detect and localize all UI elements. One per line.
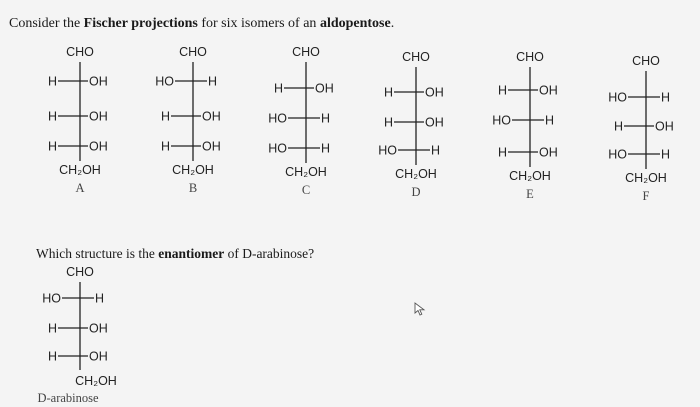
prompt-suffix: . <box>390 16 395 31</box>
reference-right-1: H <box>95 291 105 306</box>
question-bold-enantiomer: enantiomer <box>158 246 225 261</box>
structure-c-left-2: HO <box>268 111 287 126</box>
structure-e-left-2: HO <box>492 113 511 128</box>
structure-d-right-3: H <box>431 143 441 158</box>
prompt-middle: for six isomers of an <box>197 16 320 31</box>
structure-d-ch2oh: CH₂OH <box>395 167 437 181</box>
structure-d-label: D <box>411 185 421 199</box>
structure-e-ch2oh: CH₂OH <box>509 169 551 183</box>
structure-e-right-3: OH <box>539 145 558 160</box>
structure-d-left-2: H <box>383 115 393 130</box>
structure-b-ch2oh: CH₂OH <box>172 163 214 177</box>
structure-a-left-3: H <box>47 139 57 154</box>
reference-left-1: HO <box>42 291 61 306</box>
structure-c-left-1: H <box>273 81 283 96</box>
reference-ch2oh: CH₂OH <box>75 374 117 388</box>
reference-cho: CHO <box>66 265 94 279</box>
structure-b-right-3: OH <box>202 139 221 154</box>
structure-e-left-3: H <box>497 145 507 160</box>
structure-f-cho: CHO <box>632 54 660 68</box>
structure-d-right-1: OH <box>425 85 444 100</box>
prompt-bold-fischer: Fischer projections <box>83 16 198 31</box>
structure-c-left-3: HO <box>268 141 287 156</box>
structure-e-cho: CHO <box>516 50 544 64</box>
structure-b-right-1: H <box>208 74 218 89</box>
structure-f-left-2: H <box>613 119 623 134</box>
structure-b-cho: CHO <box>179 45 207 59</box>
structure-a-label: A <box>75 181 85 195</box>
structure-e-label: E <box>526 187 534 201</box>
structure-c-right-2: H <box>321 111 331 126</box>
structure-e-left-1: H <box>497 83 507 98</box>
structure-f-right-3: H <box>661 147 671 162</box>
structure-a-right-1: OH <box>89 74 108 89</box>
structure-d-left-1: H <box>383 85 393 100</box>
structure-a-right-3: OH <box>89 139 108 154</box>
structure-c-cho: CHO <box>292 45 320 59</box>
structure-a-left-2: H <box>47 109 57 124</box>
structure-a-cho: CHO <box>66 45 94 59</box>
prompt-prefix: Consider the <box>9 16 84 31</box>
structure-f-left-1: HO <box>608 90 627 105</box>
structure-a-left-1: H <box>47 74 57 89</box>
structure-f-left-3: HO <box>608 147 627 162</box>
question-prefix: Which structure is the <box>36 246 159 261</box>
reference-right-2: OH <box>89 321 108 336</box>
structure-f-right-2: OH <box>655 119 674 134</box>
reference-right-3: OH <box>89 349 108 364</box>
reference-label: D-arabinose <box>37 391 99 405</box>
structure-b-left-2: H <box>160 109 170 124</box>
structure-d-left-3: HO <box>378 143 397 158</box>
structure-f-ch2oh: CH₂OH <box>625 171 667 185</box>
structure-c-ch2oh: CH₂OH <box>285 165 327 179</box>
structure-e-right-2: H <box>545 113 555 128</box>
structure-d-cho: CHO <box>402 50 430 64</box>
structure-e-right-1: OH <box>539 83 558 98</box>
structure-c-right-3: H <box>321 141 331 156</box>
structure-b-left-1: HO <box>155 74 174 89</box>
structure-b-label: B <box>188 181 198 195</box>
structure-a-right-2: OH <box>89 109 108 124</box>
structure-c-right-1: OH <box>315 81 334 96</box>
structure-a-ch2oh: CH₂OH <box>59 163 101 177</box>
prompt-bold-aldopentose: aldopentose <box>319 16 391 31</box>
cursor-arrow-icon <box>414 302 426 316</box>
structure-f-label: F <box>642 189 650 203</box>
structure-b-right-2: OH <box>202 109 221 124</box>
question-suffix: of D-arabinose? <box>224 246 315 261</box>
structure-b-left-3: H <box>160 139 170 154</box>
structure-c-label: C <box>301 183 311 197</box>
question-text <box>36 246 314 262</box>
reference-left-3: H <box>47 349 57 364</box>
reference-left-2: H <box>47 321 57 336</box>
structure-f-right-1: H <box>661 90 671 105</box>
structure-d-right-2: OH <box>425 115 444 130</box>
